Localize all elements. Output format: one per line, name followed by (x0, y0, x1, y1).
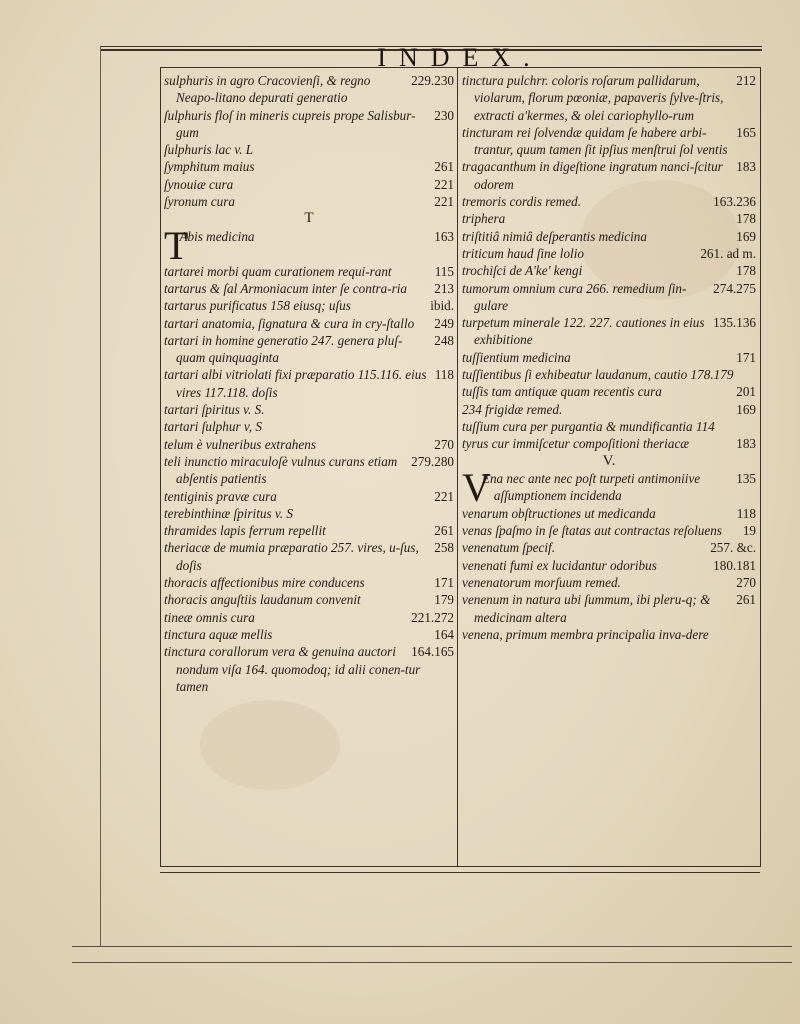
entry-text: Ena nec ante nec poſt turpeti antimoniive aſſumptionem incidenda (481, 470, 701, 504)
index-entry (462, 539, 756, 556)
left-column (164, 72, 454, 695)
page-reference: 183 (736, 436, 756, 452)
index-entry (462, 591, 756, 626)
entry-text: thoracis anguſtiis laudanum convenit (164, 592, 361, 608)
page-reference: 178 (736, 263, 756, 279)
index-entry (462, 366, 756, 383)
page-reference: 261. ad m. (700, 245, 756, 261)
entry-text: tinctura pulchrr. coloris roſarum pallidarum, violarum, florum pœoniæ, papaveris ſylve-ſtris, extracti a'kermes, & olei cariophyllo-rum (462, 73, 724, 123)
entry-text: venenatum ſpecif. (462, 540, 556, 556)
entry-text: tinctura corallorum vera & genuina auctori nondum viſa 164. quomodoq; id alii conen-tur tamen (164, 644, 421, 694)
entry-text: tartarus & ſal Armoniacum inter ſe contra-ria (164, 280, 407, 296)
index-entry (462, 210, 756, 227)
frame-rule (72, 946, 792, 947)
page-reference: 270 (434, 436, 454, 452)
page-reference: 261 (434, 523, 454, 539)
entry-text: trochiſci de A'ke' kengi (462, 263, 583, 279)
entry-text: 234 frigidæ remed. (462, 401, 563, 417)
column-divider (457, 67, 458, 867)
entry-text: tyrus cur immiſcetur compoſitioni theriacæ (462, 436, 690, 452)
index-entry (462, 280, 756, 315)
index-entry (462, 435, 756, 452)
page-reference: 165 (736, 124, 756, 140)
index-entry (462, 557, 756, 574)
entry-text: ſulphuris lac v. L (164, 142, 254, 158)
index-entry (164, 222, 454, 268)
index-entry (164, 522, 454, 539)
entry-text: ſyronum cura (164, 194, 235, 210)
index-entry (164, 141, 454, 158)
entry-text: terebinthinæ ſpiritus v. S (164, 505, 293, 521)
index-entry (164, 401, 454, 418)
index-entry (164, 366, 454, 401)
entry-text: triticum haud ſine lolio (462, 245, 584, 261)
page-reference: 279.280 (411, 453, 454, 469)
page-reference: 135 (736, 470, 756, 486)
page-reference: 163 (434, 228, 454, 244)
entry-text: venenati fumi ex lucidantur odoribus (462, 557, 657, 573)
index-entry (164, 591, 454, 608)
index-entry (462, 522, 756, 539)
entry-text: tincturam rei ſolvendæ quidam ſe habere arbi-trantur, quum tamen ſit ipſius menſtrui ſol ventis (462, 124, 728, 158)
index-entry (164, 107, 454, 142)
index-entry (462, 124, 756, 159)
index-entry (164, 609, 454, 626)
page-reference: 248 (434, 332, 454, 348)
page-reference: 221 (434, 176, 454, 192)
entry-text: tuſſium cura per purgantia & mundificantia 114 (462, 418, 715, 434)
page-reference: 180.181 (713, 557, 756, 573)
index-entry (164, 263, 454, 280)
entry-text: tentiginis pravæ cura (164, 488, 277, 504)
entry-text: tragacanthum in digeſtione ingratum nanci-ſcitur odorem (462, 159, 723, 192)
page-reference: 221.272 (411, 609, 454, 625)
page-reference: 270 (736, 575, 756, 591)
header-rule (160, 67, 760, 68)
page-reference: 261 (736, 592, 756, 608)
drop-cap: V (462, 464, 491, 510)
index-entry (462, 574, 756, 591)
entry-text: tuſſis tam antiquæ quam recentis cura (462, 384, 662, 400)
index-entry (164, 453, 454, 488)
entry-text: tremoris cordis remed. (462, 194, 582, 210)
entry-text: tartari anatomia, ſignatura & cura in cry-ſtallo (164, 315, 415, 331)
entry-text: telum è vulneribus extrahens (164, 436, 316, 452)
entry-text: venenatorum morſuum remed. (462, 575, 621, 591)
page-reference: 201 (736, 384, 756, 400)
entry-text: tinctura aquæ mellis (164, 626, 273, 642)
paper-stain (200, 700, 340, 790)
page-reference: 274.275 (713, 280, 756, 296)
entry-text: tineæ omnis cura (164, 609, 255, 625)
entry-text: ſynouiæ cura (164, 176, 234, 192)
page-reference: 258 (434, 540, 454, 556)
page-reference: 183 (736, 159, 756, 175)
page-reference: 229.230 (411, 73, 454, 88)
right-column-rule (760, 67, 761, 867)
frame-rule-lower (72, 962, 792, 963)
index-entry (164, 297, 454, 314)
index-entry (462, 228, 756, 245)
page-reference: 169 (736, 401, 756, 417)
entry-text: tuſſientibus ſi exhibeatur laudanum, cautio 178.179 (462, 367, 734, 383)
entry-text: theriacæ de mumia præparatio 257. vires, u-ſus, doſis (164, 540, 419, 573)
entry-text: tumorum omnium cura 266. remedium ſin-gulare (462, 280, 687, 313)
page-reference: 135.136 (713, 315, 756, 331)
entry-text: triſtitiâ nimiâ deſperantis medicina (462, 228, 647, 244)
index-entry (164, 643, 454, 695)
index-entry (462, 626, 756, 643)
index-entry (164, 626, 454, 643)
index-entry (462, 383, 756, 400)
entry-text: venarum obſtructiones ut medicanda (462, 505, 656, 521)
page-reference: 164 (434, 626, 454, 642)
index-entry (164, 176, 454, 193)
page-reference: ibid. (430, 298, 454, 314)
index-entry (164, 315, 454, 332)
page-reference: 163.236 (713, 194, 756, 210)
drop-cap: T (164, 222, 189, 268)
entry-text: Abis medicina (179, 228, 255, 244)
entry-text: sulphuris in agro Cracovienſi, & regno Neapo-litano depurati generatio (164, 73, 371, 106)
index-entry (462, 464, 756, 510)
page-reference: 213 (434, 280, 454, 296)
entry-text: tuſſientium medicina (462, 349, 571, 365)
index-entry (164, 332, 454, 367)
entry-text: tartari ſulphur v, S (164, 419, 262, 435)
index-entry (462, 401, 756, 418)
index-entry (164, 539, 454, 574)
entry-text: tartari ſpiritus v. S. (164, 402, 265, 418)
index-entry (164, 158, 454, 175)
index-entry (164, 72, 454, 107)
entry-text: tartari in homine generatio 247. genera pluſ-quam quinquaginta (164, 332, 403, 366)
entry-text: ſymphitum maius (164, 159, 255, 175)
index-entry (164, 436, 454, 453)
page-reference: 118 (434, 367, 454, 383)
entry-text: ſulphuris floſ in mineris cupreis prope Salisbur-gum (164, 107, 416, 140)
page-reference: 221 (434, 194, 454, 210)
index-entry (164, 505, 454, 522)
page-reference: 171 (434, 575, 454, 591)
entry-text: turpetum minerale 122. 227. cautiones in eius exhibitione (462, 315, 705, 348)
index-entry (462, 262, 756, 279)
entry-text: venas ſpaſmo in ſe ſtatas aut contractas reſoluens (462, 523, 722, 539)
index-entry (462, 505, 756, 522)
index-entry (462, 245, 756, 262)
index-entry (462, 418, 756, 435)
page-reference: 261 (434, 159, 454, 175)
index-entry (462, 314, 756, 349)
section-letter: V. (602, 452, 616, 469)
page-reference: 178 (736, 211, 756, 227)
page-reference: 171 (736, 349, 756, 365)
index-entry (164, 193, 454, 210)
entry-text: tartarus purificatus 158 eiusq; uſus (164, 298, 351, 314)
entry-text: tartarei morbi quam curationem requi-rant (164, 263, 392, 279)
page-reference: 212 (736, 73, 756, 88)
page-reference: 164.165 (411, 644, 454, 660)
entry-text: venenum in natura ubi ſummum, ibi pleru-q; & medicinam altera (462, 592, 711, 625)
index-entry (164, 418, 454, 435)
page-reference: 257. &c. (710, 540, 756, 556)
index-entry (164, 488, 454, 505)
index-entry (462, 72, 756, 124)
index-entry (164, 280, 454, 297)
page-reference: 179 (434, 592, 454, 608)
entry-text: teli inunctio miraculoſè vulnus curans etiam abſentis patientis (164, 453, 398, 487)
index-entry (462, 349, 756, 366)
index-entry (164, 574, 454, 591)
page-heading: INDEX. (377, 43, 543, 72)
entry-text: triphera (462, 211, 506, 227)
page-reference: 221 (434, 488, 454, 504)
entry-text: thoracis affectionibus mire conducens (164, 575, 365, 591)
outer-left-rule (100, 46, 101, 946)
bottom-rule-double (160, 872, 760, 873)
left-column-rule (160, 67, 161, 867)
page-reference: 169 (736, 228, 756, 244)
page-reference: 115 (434, 263, 454, 279)
page-reference: 230 (434, 107, 454, 123)
page-reference: 249 (434, 315, 454, 331)
right-column (462, 72, 756, 643)
index-entry (462, 193, 756, 210)
entry-text: venena, primum membra principalia inva-dere (462, 626, 709, 642)
page-reference: 19 (742, 523, 756, 539)
index-entry (462, 158, 756, 193)
bottom-rule (160, 866, 760, 867)
section-letter: T (304, 210, 314, 227)
page-reference: 118 (736, 505, 756, 521)
entry-text: thramides lapis ferrum repellit (164, 523, 326, 539)
entry-text: tartari albi vitriolati fixi præparatio 115.116. eius vires 117.118. doſis (164, 367, 427, 400)
